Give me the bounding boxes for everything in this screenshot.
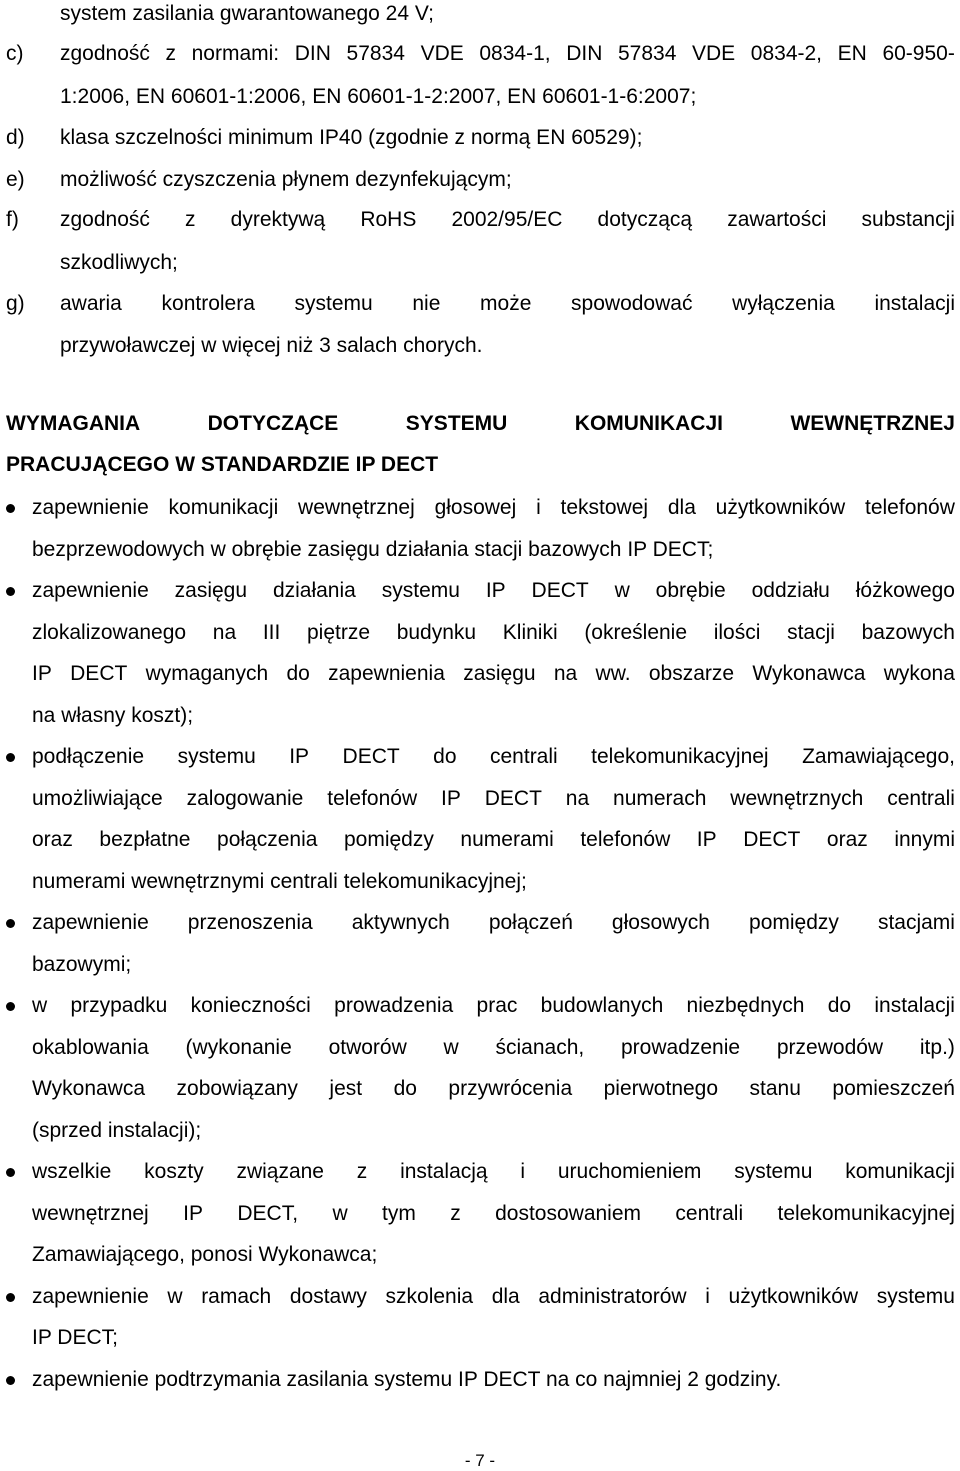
word: dla [667, 496, 696, 519]
word: może [480, 292, 532, 315]
word: i [536, 496, 541, 519]
word: awaria [60, 292, 122, 315]
word: ścianach, [495, 1035, 585, 1059]
text-line [32, 620, 955, 646]
word: z [165, 42, 177, 65]
word: z [450, 1201, 461, 1225]
word: pomieszczeń [832, 1077, 955, 1100]
word: i [520, 1160, 526, 1183]
word: telefonów [327, 786, 418, 810]
word: z [185, 208, 196, 231]
text-line: IP DECT; [32, 1326, 118, 1349]
bullet-icon [6, 1002, 15, 1011]
word: DECT [531, 579, 589, 602]
text-line [32, 1201, 955, 1227]
word: użytkowników [715, 496, 846, 519]
word: Wykonawca [32, 1077, 146, 1100]
bullet-icon [6, 753, 15, 762]
bullet-icon [6, 587, 15, 596]
word: RoHS [360, 208, 417, 231]
word: tym [382, 1201, 416, 1225]
word: oraz [826, 828, 868, 851]
word: instalacją [400, 1160, 488, 1183]
word: zasięgu [174, 579, 248, 602]
word: tekstowej [560, 496, 649, 519]
word: EN [837, 42, 867, 65]
list-item-label: e) [6, 168, 25, 191]
word: pierwotnego [603, 1077, 719, 1100]
word: instalacji [874, 994, 955, 1017]
word: komunikacji [168, 496, 279, 519]
word: do [433, 745, 457, 768]
text-line [60, 291, 955, 317]
word: ramach [201, 1284, 272, 1308]
text-line [32, 1284, 955, 1310]
text-line [32, 1159, 955, 1185]
word: IP [32, 662, 52, 685]
text-line: numerami wewnętrznymi centrali telekomunikacyjnej; [32, 869, 527, 893]
word: konieczności [190, 994, 311, 1017]
text-line [32, 661, 955, 687]
word: numerach [613, 786, 707, 810]
word: w [332, 1201, 348, 1225]
word: SYSTEMU [405, 412, 508, 435]
word: (wykonanie [185, 1035, 292, 1059]
text-line: szkodliwych; [60, 251, 178, 274]
word: obrębie [655, 579, 726, 602]
word: numerami [460, 828, 554, 851]
word: centrali [675, 1201, 744, 1225]
word: zgodność [60, 208, 150, 231]
word: IP [183, 1201, 203, 1225]
text-line [6, 411, 955, 437]
word: WYMAGANIA [6, 412, 141, 435]
list-item-label: d) [6, 126, 25, 149]
word: podłączenie [32, 745, 145, 768]
word: telefonów [580, 828, 671, 851]
word: stacjami [877, 911, 955, 934]
word: do [393, 1077, 417, 1100]
word: do [286, 662, 310, 685]
word: przywrócenia [448, 1077, 573, 1100]
text-line: przywoławczej w więcej niż 3 salach chorych. [60, 334, 483, 357]
word: 2002/95/EC [451, 208, 563, 231]
word: DOTYCZĄCE [207, 412, 339, 435]
text-line [32, 495, 955, 521]
word: jest [329, 1077, 363, 1100]
word: Wykonawca [752, 662, 866, 685]
word: systemu [177, 745, 256, 768]
word: otworów [328, 1035, 407, 1059]
word: dyrektywą [230, 208, 326, 231]
text-line [32, 744, 955, 770]
word: aktywnych [351, 911, 450, 934]
bullet-icon [6, 504, 15, 513]
word: spowodować [571, 292, 693, 315]
word: nie [412, 292, 441, 315]
word: (określenie [584, 620, 688, 644]
word: IP [696, 828, 717, 851]
word: substancji [861, 208, 955, 231]
word: bezpłatne [99, 828, 191, 851]
list-item-label: c) [6, 42, 24, 65]
word: DECT [743, 828, 801, 851]
word: wyłączenia [732, 292, 835, 315]
word: VDE [420, 42, 464, 65]
word: Zamawiającego, [802, 745, 955, 768]
word: na [212, 620, 237, 644]
bullet-icon [6, 1376, 15, 1385]
text-line [32, 786, 955, 812]
word: telefonów [865, 496, 955, 519]
word: zasięgu [463, 662, 536, 685]
word: łóżkowego [855, 579, 955, 602]
word: głosowej [434, 496, 517, 519]
word: wewnętrznych [730, 786, 864, 810]
word: systemu [381, 579, 460, 602]
word: WEWNĘTRZNEJ [790, 412, 955, 435]
word: wewnętrznej [298, 496, 415, 519]
word: na [565, 786, 590, 810]
word: dotyczącą [597, 208, 693, 231]
word: DIN [566, 42, 603, 65]
word: na [553, 662, 578, 685]
text-line: bezprzewodowych w obrębie zasięgu działania stacji bazowych IP DECT; [32, 537, 714, 561]
word: zalogowanie [186, 786, 304, 810]
word: 60-950- [882, 42, 955, 65]
text-line: klasa szczelności minimum IP40 (zgodnie z normą EN 60529); [60, 126, 643, 149]
text-line: Zamawiającego, ponosi Wykonawca; [32, 1243, 378, 1266]
word: w [167, 1284, 183, 1308]
word: ww. [595, 662, 631, 685]
text-line: możliwość czyszczenia płynem dezynfekującym; [60, 168, 512, 191]
word: prac [476, 994, 518, 1017]
word: działania [272, 579, 356, 602]
word: DECT [484, 786, 542, 810]
text-line [60, 207, 955, 233]
word: ilości [713, 620, 761, 644]
word: komunikacji [845, 1160, 955, 1183]
word: 0834-2, [750, 42, 823, 65]
word: zlokalizowanego [32, 620, 187, 644]
word: szkolenia [385, 1284, 474, 1308]
page-number: - 7 - [464, 1451, 496, 1470]
text-line [32, 1035, 955, 1061]
word: umożliwiające [32, 786, 163, 810]
word: DECT [70, 662, 128, 685]
word: DECT [342, 745, 400, 768]
word: przypadku [70, 994, 168, 1017]
word: stacji [787, 620, 835, 644]
word: VDE [692, 42, 736, 65]
word: prowadzenie [621, 1035, 741, 1059]
section-heading: PRACUJĄCEGO W STANDARDZIE IP DECT [6, 453, 439, 476]
text-line: 1:2006, EN 60601-1:2006, EN 60601-1-2:2007, EN 60601-1-6:2007; [60, 85, 697, 108]
word: zawartości [727, 208, 827, 231]
word: zobowiązany [176, 1077, 298, 1100]
word: wykona [883, 662, 955, 685]
word: obszarze [648, 662, 735, 685]
text-line [60, 41, 955, 67]
word: użytkowników [728, 1284, 859, 1308]
text-line: bazowymi; [32, 952, 132, 976]
word: centrali [490, 745, 558, 768]
word: bazowych [861, 620, 955, 644]
text-line: system zasilania gwarantowanego 24 V; [60, 2, 434, 25]
word: piętrze [307, 620, 371, 644]
list-item-label: f) [6, 208, 19, 231]
word: innymi [894, 828, 955, 851]
word: prowadzenia [334, 994, 454, 1017]
text-line: (sprzed instalacji); [32, 1118, 202, 1142]
word: centrali [887, 786, 955, 810]
word: połączeń [488, 911, 573, 934]
word: telekomunikacyjnej [591, 745, 769, 768]
word: pomiędzy [343, 828, 434, 851]
word: związane [236, 1160, 324, 1183]
bullet-icon [6, 1168, 15, 1177]
word: oraz [32, 828, 73, 851]
word: 0834-1, [479, 42, 551, 65]
word: zgodność [60, 42, 150, 65]
word: z [356, 1160, 368, 1183]
word: dostawy [289, 1284, 367, 1308]
word: III [262, 620, 281, 644]
word: instalacji [874, 292, 955, 315]
word: zapewnienie [32, 1284, 149, 1308]
word: 57834 [346, 42, 405, 65]
word: 57834 [617, 42, 677, 65]
word: wewnętrznej [32, 1201, 149, 1225]
word: zapewnienia [328, 662, 445, 685]
word: Kliniki [502, 620, 558, 644]
word: pomiędzy [749, 911, 839, 934]
word: stanu [749, 1077, 801, 1100]
word: DECT, [237, 1201, 299, 1225]
word: w [614, 579, 630, 602]
word: budynku [396, 620, 477, 644]
word: systemu [734, 1160, 813, 1183]
word: dostosowaniem [495, 1201, 642, 1225]
bullet-icon [6, 1293, 15, 1302]
word: w [443, 1035, 459, 1059]
word: systemu [294, 292, 373, 315]
word: KOMUNIKACJI [574, 412, 723, 435]
word: administratorów [538, 1284, 687, 1308]
word: do [827, 994, 852, 1017]
word: koszty [144, 1160, 204, 1183]
word: przewodów [776, 1035, 884, 1059]
word: telekomunikacyjnej [777, 1201, 955, 1225]
word: zapewnienie [32, 911, 149, 934]
word: IP [441, 786, 461, 810]
word: kontrolera [161, 292, 255, 315]
word: systemu [876, 1284, 955, 1308]
word: okablowania [32, 1035, 149, 1059]
text-line [32, 910, 955, 936]
word: przenoszenia [187, 911, 313, 934]
list-item-label: g) [6, 292, 25, 315]
word: w [32, 994, 48, 1017]
text-line: na własny koszt); [32, 703, 194, 727]
word: wszelkie [32, 1160, 112, 1183]
word: uruchomieniem [557, 1160, 702, 1183]
text-line [32, 1076, 955, 1102]
word: budowlanych [540, 994, 664, 1017]
word: wymaganych [145, 662, 269, 685]
bullet-icon [6, 919, 15, 928]
word: i [705, 1284, 710, 1308]
word: itp.) [919, 1035, 955, 1059]
word: oddziału [751, 579, 830, 602]
word: zapewnienie [32, 579, 149, 602]
text-line [32, 578, 955, 604]
text-line: zapewnienie podtrzymania zasilania systemu IP DECT na co najmniej 2 godziny. [32, 1367, 782, 1391]
word: zapewnienie [32, 496, 149, 519]
word: dla [491, 1284, 520, 1308]
word: niezbędnych [686, 994, 805, 1017]
text-line [32, 993, 955, 1019]
text-line [32, 827, 955, 853]
word: IP [289, 745, 310, 768]
word: DIN [294, 42, 331, 65]
word: głosowych [611, 911, 710, 934]
word: normami: [191, 42, 280, 65]
word: IP [485, 579, 506, 602]
word: połączenia [217, 828, 318, 851]
